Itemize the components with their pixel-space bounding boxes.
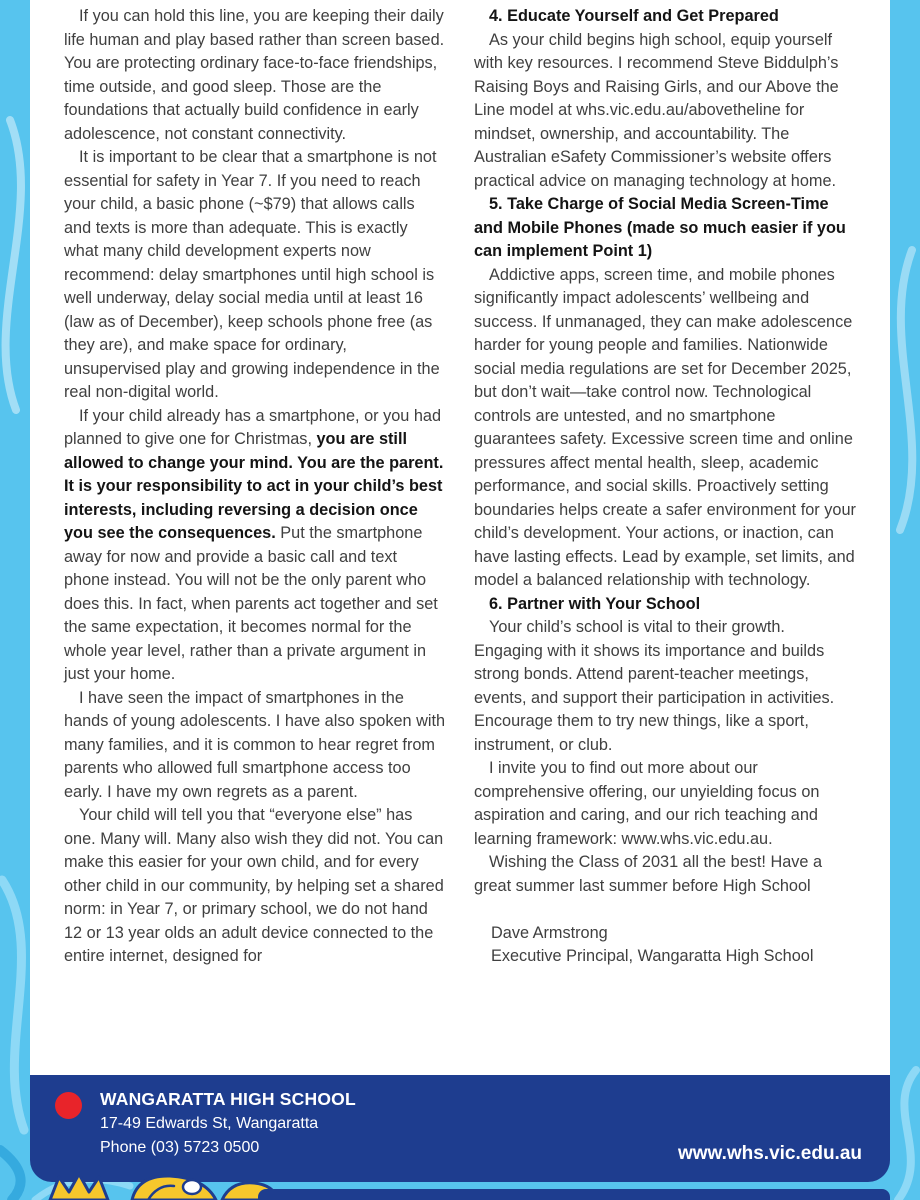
signature-line: Dave Armstrong <box>491 923 608 942</box>
paragraph: It is important to be clear that a smartphone is not essential for safety in Year 7. If you need to reach your child, a basic phone (~$79) that allows calls and texts is more than adequate. This is exactly what many child development experts now recommend: delay smartphones until high school is well underway, delay social media until at least 16 (law as of December), keep schools phone free (as they are), and make space for ordinary, unsupervised play and growing independence in the real non-digital world. <box>64 148 440 401</box>
section-heading: 6. Partner with Your School <box>489 594 701 613</box>
paragraph: I have seen the impact of smartphones in the hands of young adolescents. I have also spoken with many families, and it is common to hear regret from parents who allowed full smartphone access too early. I have my own regrets as a parent. <box>64 688 446 801</box>
article-column-left <box>64 5 446 1075</box>
paragraph: Your child will tell you that “everyone else” has one. Many will. Many also wish they did not. You can make this easier for your own child, and for every other child in our community, by helping set a shared norm: in Year 7, or primary school, we do not hand 12 or 13 year olds an adult device connected to the entire internet, designed for <box>64 806 444 965</box>
article-content <box>30 0 890 1075</box>
school-address: 17-49 Edwards St, Wangaratta <box>100 1115 319 1132</box>
paragraph: Your child’s school is vital to their growth. Engaging with it shows its importance and builds strong bonds. Attend parent-teacher meetings, events, and support their participation in activities. Encourage them to try new things, like a sport, instrument, or club. <box>474 618 835 754</box>
paragraph: I invite you to find out more about our comprehensive offering, our unyielding focus on aspiration and caring, and our rich teaching and learning framework: www.whs.vic.edu.au. <box>474 759 820 848</box>
signature-line: Executive Principal, Wangaratta High School <box>491 947 814 965</box>
paragraph: Wishing the Class of 2031 all the best! Have a great summer last summer before High School <box>474 853 823 895</box>
footer-banner <box>30 1075 890 1182</box>
article-column-right <box>474 5 856 1075</box>
school-name: WANGARATTA HIGH SCHOOL <box>100 1089 356 1109</box>
paragraph: If your child already has a smartphone, or you had planned to give one for Christmas, you are still allowed to change your mind. You are the parent. It is your responsibility to act in your child’s best interests, including reversing a decision once you see the consequences. Put the smartphone away for now and provide a basic call and text phone instead. You will not be the only parent who does this. In fact, when parents act together and set the same expectation, it becomes normal for the whole year level, rather than a private argument in just your home. <box>64 406 444 683</box>
section-heading: 5. Take Charge of Social Media Screen-Time and Mobile Phones (made so much easier if you can implement Point 1) <box>474 195 846 260</box>
school-website: www.whs.vic.edu.au <box>677 1143 862 1164</box>
school-logo-dot-icon <box>55 1092 82 1119</box>
paragraph: As your child begins high school, equip yourself with key resources. I recommend Steve Biddulph’s Raising Boys and Raising Girls, and our Above the Line model at whs.vic.edu.au/abovetheline for mindset, ownership, and accountability. The Australian eSafety Commissioner’s website offers practical advice on managing technology at home. <box>474 30 839 190</box>
signature-block <box>474 922 856 969</box>
paragraph: Addictive apps, screen time, and mobile phones significantly impact adolescents’ wellbeing and success. If unmanaged, they can make adolescence harder for young people and families. Nationwide social media regulations are set for December 2025, but don’t wait—take control now. Technological controls are untested, and no smartphone guarantees safety. Excessive screen time and online pressures affect mental health, sleep, academic performance, and social skills. Proactively setting boundaries helps create a safer environment for your child’s development. Your actions, or inaction, can have lasting effects. Lead by example, set limits, and model a balanced relationship with technology. <box>474 265 856 589</box>
section-heading: 4. Educate Yourself and Get Prepared <box>489 7 779 25</box>
footer-contact-block <box>100 1086 356 1160</box>
school-phone: Phone (03) 5723 0500 <box>100 1139 260 1156</box>
bottom-panel-edge <box>258 1189 890 1200</box>
paragraph: If you can hold this line, you are keeping their daily life human and play based rather than screen based. You are protecting ordinary face-to-face friendships, time outside, and good sleep. Those are the foundations that actually build confidence in early adolescence, not constant connectivity. <box>64 7 445 143</box>
